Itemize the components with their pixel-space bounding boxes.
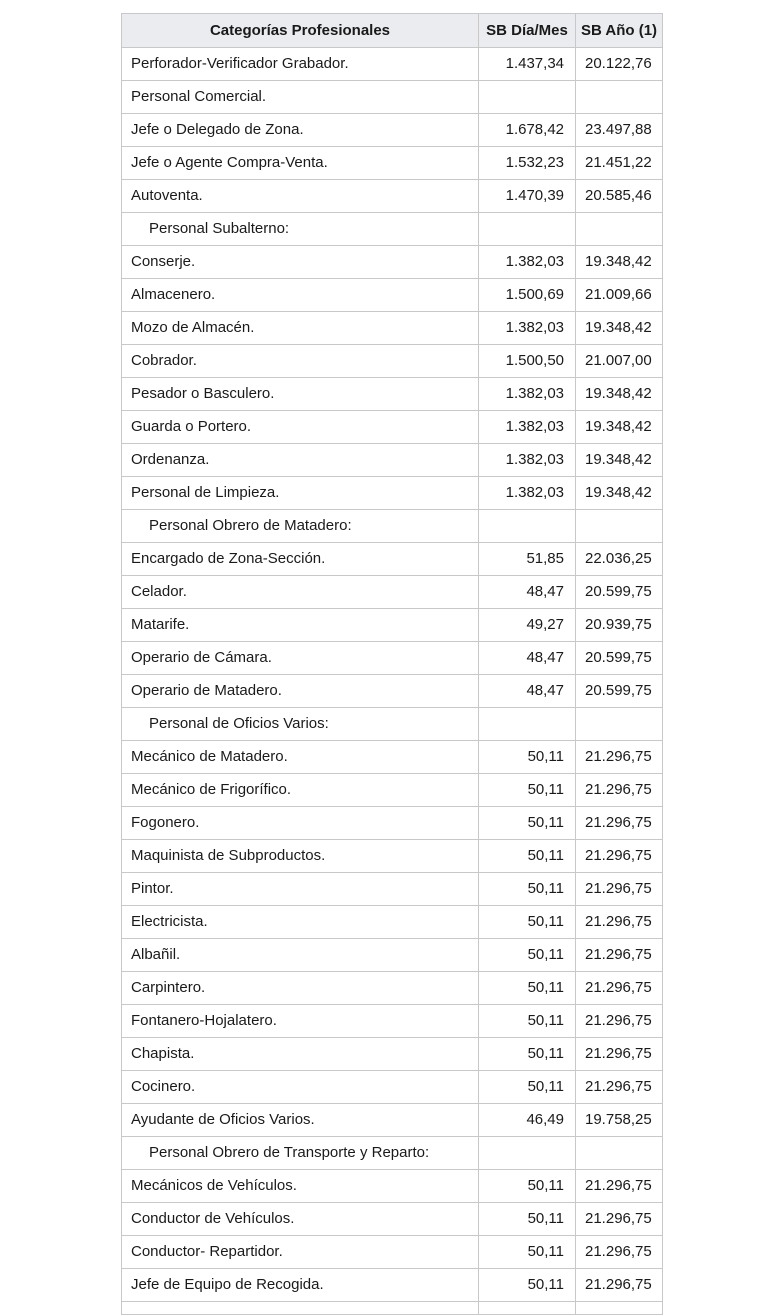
sb-ano-cell <box>576 708 663 741</box>
table-row <box>122 1203 663 1236</box>
sb-ano-cell: 21.296,75 <box>576 1236 663 1269</box>
table-row <box>122 939 663 972</box>
category-cell: Conserje. <box>122 246 479 279</box>
category-cell: Ordenanza. <box>122 444 479 477</box>
table-row <box>122 873 663 906</box>
table-row <box>122 1071 663 1104</box>
sb-ano-cell: 20.939,75 <box>576 609 663 642</box>
category-cell: Pesador o Basculero. <box>122 378 479 411</box>
column-header-sb-dia-mes: SB Día/Mes <box>479 14 576 48</box>
category-cell: Mecánicos de Vehículos. <box>122 1170 479 1203</box>
sb-ano-cell: 21.296,75 <box>576 1170 663 1203</box>
sb-ano-cell: 21.296,75 <box>576 1038 663 1071</box>
sb-dia-mes-cell: 50,11 <box>479 1038 576 1071</box>
table-row <box>122 213 663 246</box>
sb-dia-mes-cell: 1.382,03 <box>479 444 576 477</box>
sb-dia-mes-cell: 50,11 <box>479 1071 576 1104</box>
sb-ano-cell <box>576 1137 663 1170</box>
sb-dia-mes-cell: 1.500,69 <box>479 279 576 312</box>
sb-ano-cell: 21.296,75 <box>576 1269 663 1302</box>
table-row <box>122 1104 663 1137</box>
sb-dia-mes-cell <box>479 510 576 543</box>
category-cell: Perforador-Verificador Grabador. <box>122 48 479 81</box>
category-cell: Maquinista de Subproductos. <box>122 840 479 873</box>
table-row <box>122 279 663 312</box>
category-cell: Jefe o Delegado de Zona. <box>122 114 479 147</box>
table-row <box>122 477 663 510</box>
category-cell: Personal Comercial. <box>122 81 479 114</box>
sb-dia-mes-cell: 49,27 <box>479 609 576 642</box>
table-header <box>122 14 663 48</box>
sb-ano-cell: 21.451,22 <box>576 147 663 180</box>
category-cell: Personal de Oficios Varios: <box>122 708 479 741</box>
table-row <box>122 312 663 345</box>
category-cell: Jefe o Agente Compra-Venta. <box>122 147 479 180</box>
sb-ano-cell <box>576 213 663 246</box>
sb-dia-mes-cell: 1.382,03 <box>479 477 576 510</box>
sb-dia-mes-cell: 48,47 <box>479 576 576 609</box>
sb-ano-cell: 21.296,75 <box>576 774 663 807</box>
sb-dia-mes-cell: 1.382,03 <box>479 312 576 345</box>
sb-ano-cell: 20.585,46 <box>576 180 663 213</box>
sb-ano-cell: 21.009,66 <box>576 279 663 312</box>
category-cell: Operario de Cámara. <box>122 642 479 675</box>
sb-ano-cell: 21.296,75 <box>576 741 663 774</box>
category-cell: Operario de Matadero. <box>122 675 479 708</box>
sb-dia-mes-cell: 50,11 <box>479 807 576 840</box>
sb-dia-mes-cell <box>479 1302 576 1315</box>
sb-ano-cell: 23.497,88 <box>576 114 663 147</box>
category-cell: Chapista. <box>122 1038 479 1071</box>
category-cell: Jefe de Equipo de Recogida. <box>122 1269 479 1302</box>
table-row <box>122 246 663 279</box>
sb-ano-cell: 21.296,75 <box>576 873 663 906</box>
sb-ano-cell: 21.296,75 <box>576 1005 663 1038</box>
salary-table <box>121 13 663 1315</box>
sb-dia-mes-cell: 50,11 <box>479 774 576 807</box>
table-row <box>122 741 663 774</box>
table-row <box>122 906 663 939</box>
sb-dia-mes-cell: 1.382,03 <box>479 246 576 279</box>
sb-ano-cell: 19.348,42 <box>576 477 663 510</box>
sb-dia-mes-cell: 1.382,03 <box>479 378 576 411</box>
sb-dia-mes-cell <box>479 1137 576 1170</box>
table-row <box>122 543 663 576</box>
category-cell: Cocinero. <box>122 1071 479 1104</box>
sb-dia-mes-cell: 50,11 <box>479 840 576 873</box>
category-cell: Electricista. <box>122 906 479 939</box>
category-cell: Personal de Limpieza. <box>122 477 479 510</box>
category-cell: Ayudante de Oficios Varios. <box>122 1104 479 1137</box>
sb-ano-cell: 21.296,75 <box>576 972 663 1005</box>
sb-ano-cell: 20.599,75 <box>576 576 663 609</box>
table-row <box>122 378 663 411</box>
table-row <box>122 180 663 213</box>
category-cell: Mecánico de Matadero. <box>122 741 479 774</box>
sb-dia-mes-cell: 48,47 <box>479 642 576 675</box>
sb-dia-mes-cell: 1.532,23 <box>479 147 576 180</box>
table-row <box>122 1302 663 1315</box>
sb-ano-cell: 21.296,75 <box>576 807 663 840</box>
category-cell: Personal Obrero de Matadero: <box>122 510 479 543</box>
sb-dia-mes-cell: 51,85 <box>479 543 576 576</box>
sb-ano-cell: 19.348,42 <box>576 378 663 411</box>
table-row <box>122 642 663 675</box>
sb-ano-cell: 21.296,75 <box>576 906 663 939</box>
sb-ano-cell: 21.296,75 <box>576 1071 663 1104</box>
table-row <box>122 48 663 81</box>
sb-ano-cell: 21.296,75 <box>576 939 663 972</box>
table-row <box>122 114 663 147</box>
sb-ano-cell: 21.296,75 <box>576 840 663 873</box>
sb-ano-cell <box>576 81 663 114</box>
sb-dia-mes-cell: 50,11 <box>479 1203 576 1236</box>
category-cell: Cobrador. <box>122 345 479 378</box>
table-row <box>122 1005 663 1038</box>
table-row <box>122 840 663 873</box>
category-cell: Fontanero-Hojalatero. <box>122 1005 479 1038</box>
sb-dia-mes-cell: 1.678,42 <box>479 114 576 147</box>
sb-ano-cell: 19.348,42 <box>576 444 663 477</box>
sb-dia-mes-cell: 50,11 <box>479 972 576 1005</box>
table-row <box>122 708 663 741</box>
sb-dia-mes-cell: 50,11 <box>479 939 576 972</box>
table-row <box>122 1170 663 1203</box>
sb-ano-cell: 20.599,75 <box>576 642 663 675</box>
category-cell: Fogonero. <box>122 807 479 840</box>
category-cell: Autoventa. <box>122 180 479 213</box>
table-body <box>122 48 663 1315</box>
sb-dia-mes-cell: 50,11 <box>479 873 576 906</box>
category-cell: Mecánico de Frigorífico. <box>122 774 479 807</box>
sb-ano-cell: 20.599,75 <box>576 675 663 708</box>
sb-dia-mes-cell: 50,11 <box>479 1005 576 1038</box>
table-row <box>122 411 663 444</box>
table-row <box>122 444 663 477</box>
table-row <box>122 774 663 807</box>
table-row <box>122 81 663 114</box>
category-cell <box>122 1302 479 1315</box>
category-cell: Albañil. <box>122 939 479 972</box>
category-cell: Matarife. <box>122 609 479 642</box>
table-row <box>122 609 663 642</box>
sb-dia-mes-cell: 50,11 <box>479 1236 576 1269</box>
column-header-categorias-profesionales: Categorías Profesionales <box>122 14 479 48</box>
category-cell: Conductor de Vehículos. <box>122 1203 479 1236</box>
table-row <box>122 1269 663 1302</box>
sb-ano-cell: 19.758,25 <box>576 1104 663 1137</box>
sb-ano-cell: 22.036,25 <box>576 543 663 576</box>
sb-dia-mes-cell <box>479 81 576 114</box>
sb-dia-mes-cell <box>479 213 576 246</box>
sb-dia-mes-cell <box>479 708 576 741</box>
sb-ano-cell <box>576 510 663 543</box>
category-cell: Mozo de Almacén. <box>122 312 479 345</box>
sb-ano-cell <box>576 1302 663 1315</box>
sb-dia-mes-cell: 50,11 <box>479 906 576 939</box>
sb-dia-mes-cell: 46,49 <box>479 1104 576 1137</box>
sb-ano-cell: 21.296,75 <box>576 1203 663 1236</box>
category-cell: Pintor. <box>122 873 479 906</box>
sb-ano-cell: 19.348,42 <box>576 312 663 345</box>
category-cell: Carpintero. <box>122 972 479 1005</box>
table-row <box>122 510 663 543</box>
sb-dia-mes-cell: 50,11 <box>479 1170 576 1203</box>
category-cell: Conductor- Repartidor. <box>122 1236 479 1269</box>
sb-dia-mes-cell: 50,11 <box>479 1269 576 1302</box>
table-row <box>122 1038 663 1071</box>
sb-ano-cell: 21.007,00 <box>576 345 663 378</box>
category-cell: Guarda o Portero. <box>122 411 479 444</box>
sb-dia-mes-cell: 1.500,50 <box>479 345 576 378</box>
sb-ano-cell: 19.348,42 <box>576 246 663 279</box>
sb-ano-cell: 19.348,42 <box>576 411 663 444</box>
table-row <box>122 1137 663 1170</box>
table-row <box>122 972 663 1005</box>
category-cell: Personal Obrero de Transporte y Reparto: <box>122 1137 479 1170</box>
category-cell: Almacenero. <box>122 279 479 312</box>
sb-dia-mes-cell: 1.470,39 <box>479 180 576 213</box>
column-header-sb-ano: SB Año (1) <box>576 14 663 48</box>
table-row <box>122 1236 663 1269</box>
table-row <box>122 807 663 840</box>
header-row <box>122 14 663 48</box>
table-row <box>122 576 663 609</box>
sb-ano-cell: 20.122,76 <box>576 48 663 81</box>
table-row <box>122 345 663 378</box>
table-row <box>122 675 663 708</box>
sb-dia-mes-cell: 1.437,34 <box>479 48 576 81</box>
category-cell: Celador. <box>122 576 479 609</box>
sb-dia-mes-cell: 50,11 <box>479 741 576 774</box>
sb-dia-mes-cell: 1.382,03 <box>479 411 576 444</box>
category-cell: Encargado de Zona-Sección. <box>122 543 479 576</box>
category-cell: Personal Subalterno: <box>122 213 479 246</box>
sb-dia-mes-cell: 48,47 <box>479 675 576 708</box>
table-row <box>122 147 663 180</box>
